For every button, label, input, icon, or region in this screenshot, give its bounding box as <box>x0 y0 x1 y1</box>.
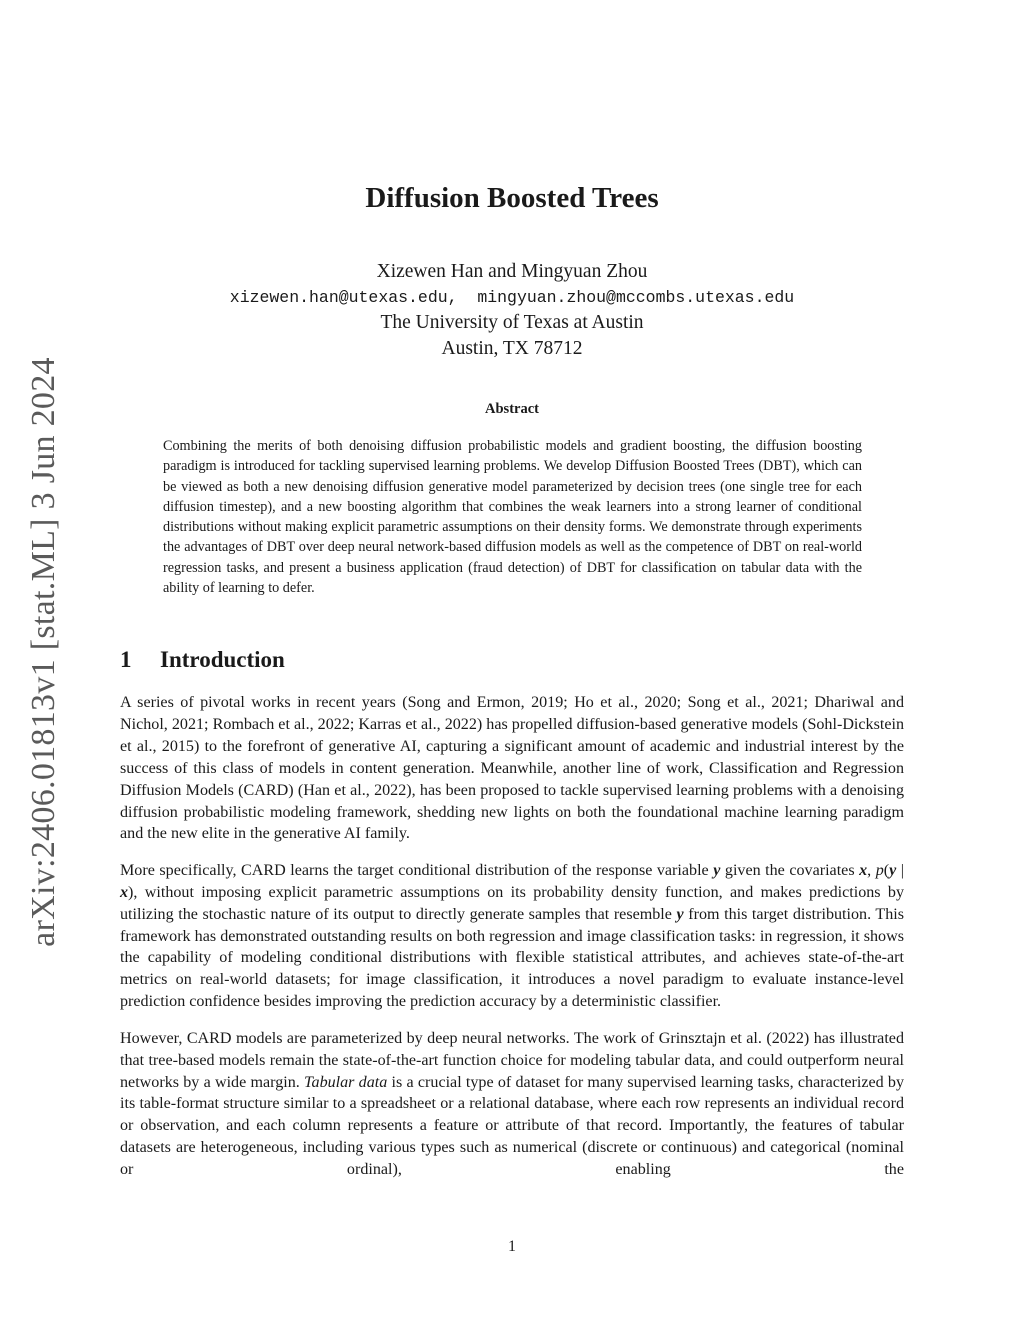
paper-title: Diffusion Boosted Trees <box>365 182 659 214</box>
paragraph-3: However, CARD models are parameterized by deep neural networks. The work of Grinsztajn et al. (2022) has illustrated that tree-based models remain the state-of-the-art function choice for modeling tabular data, and could outperform neural networks by a wide margin. Tabular data is a crucial type of dataset for many supervised learning tasks, characterized by its table-format structure similar to a spreadsheet or a relational database, where each row represents an individual record or observation, and each column represents a feature or attribute of that record. Importantly, the features of tabular datasets are heterogeneous, including various types such as numerical (discrete or continuous) and categorical (nominal or ordinal), enabling the <box>120 1029 904 1179</box>
author-block <box>0 259 1024 361</box>
abstract-heading: Abstract <box>485 401 539 417</box>
arxiv-identifier: arXiv:2406.01813v1 [stat.ML] 3 Jun 2024 <box>25 357 62 947</box>
paragraph-2: More specifically, CARD learns the target conditional distribution of the response variable y given the covariates x, p(y | x), without imposing explicit parametric assumptions on its probability density function, and makes predictions by utilizing the stochastic nature of its output to directly generate samples that resemble y from this target distribution. This framework has demonstrated outstanding results on both regression and image classification tasks: in regression, it shows the capability of modeling conditional distributions with flexible statistical attributes, and achieves state-of-the-art metrics on real-world datasets; for image classification, it introduces a novel paradigm to evaluate instance-level prediction confidence besides improving the prediction accuracy by a deterministic classifier. <box>120 861 905 1011</box>
section-number: 1 <box>120 647 132 672</box>
section-body <box>120 692 904 1196</box>
author-emails: xizewen.han@utexas.edu, mingyuan.zhou@mccombs.utexas.edu <box>229 287 795 307</box>
author-names: Xizewen Han and Mingyuan Zhou <box>376 261 648 282</box>
paragraph-1: A series of pivotal works in recent years (Song and Ermon, 2019; Ho et al., 2020; Song et al., 2021; Dhariwal and Nichol, 2021; Rombach et al., 2022; Karras et al., 2022) has propelled diffusion-based generative models (Sohl-Dickstein et al., 2015) to the forefront of generative AI, capturing a significant amount of academic and industrial interest by the success of this class of models in content generation. Meanwhile, another line of work, Classification and Regression Diffusion Models (CARD) (Han et al., 2022), has been proposed to tackle supervised learning problems with a denoising diffusion probabilistic modeling framework, shedding new lights on both the foundational machine learning paradigm and the new elite in the generative AI family. <box>120 694 904 843</box>
author-location: Austin, TX 78712 <box>441 337 583 359</box>
section-title: Introduction <box>160 647 285 672</box>
abstract-text: Combining the merits of both denoising diffusion probabilistic models and gradient boosting, the diffusion boosting paradigm is introduced for tackling supervised learning problems. We develop Diffusion Boosted Trees (DBT), which can be viewed as both a new denoising diffusion generative model parameterized by decision trees (one single tree for each diffusion timestep), and a new boosting algorithm that combines the weak learners into a strong learner of conditional distributions without making explicit parametric assumptions on their density forms. We demonstrate through experiments the advantages of DBT over deep neural network-based diffusion models as well as the competence of DBT on real-world regression tasks, and present a business application (fraud detection) of DBT for classification on tabular data with the ability of learning to defer. <box>163 438 862 597</box>
page-number: 1 <box>508 1238 516 1255</box>
author-affiliation: The University of Texas at Austin <box>380 312 644 333</box>
section-heading <box>120 647 285 673</box>
